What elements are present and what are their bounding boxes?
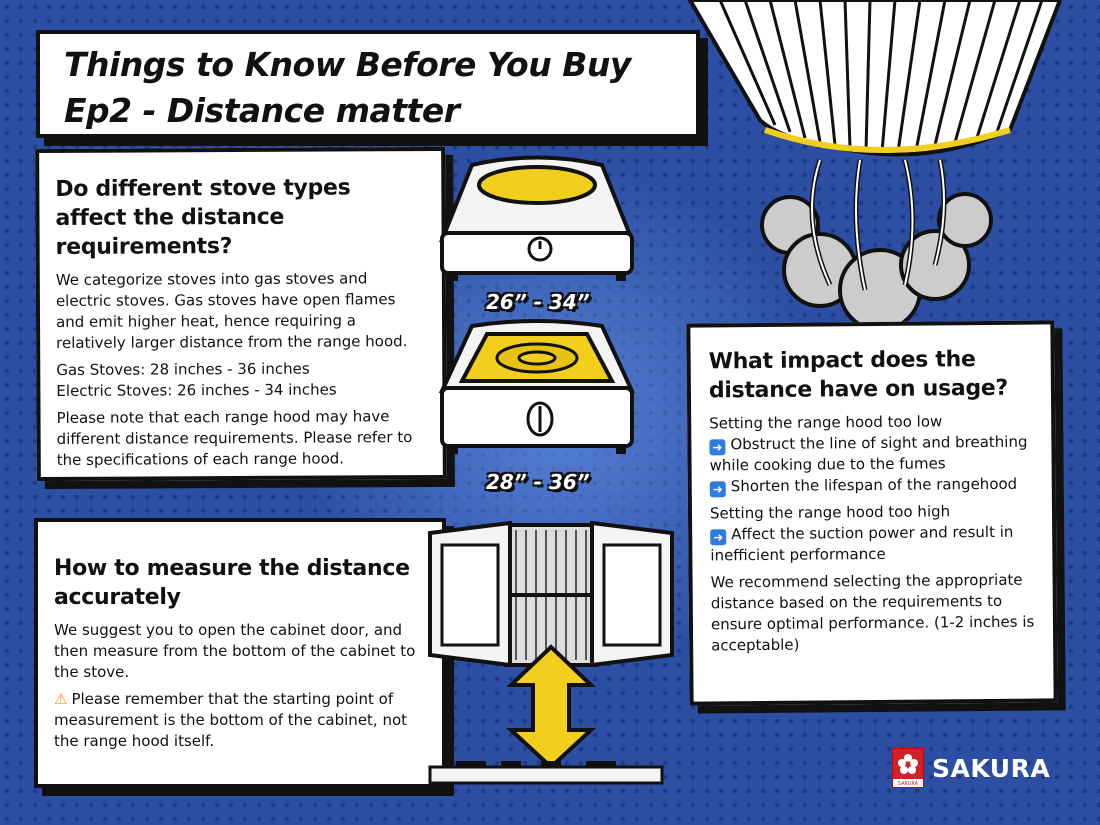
measure-heading: How to measure the distance accurately xyxy=(54,556,410,610)
electric-stove-distance: Electric Stoves: 26 inches - 34 inches xyxy=(56,380,337,400)
electric-stove-illustration xyxy=(432,145,642,285)
stove-types-panel xyxy=(35,147,447,481)
too-low-label: Setting the range hood too low xyxy=(709,412,943,433)
impact-heading: What impact does the distance have on usage? xyxy=(708,347,1009,404)
right-arrow-icon: ➜ xyxy=(710,481,726,497)
sakura-logo xyxy=(892,748,1050,788)
too-high-label: Setting the range hood too high xyxy=(709,502,951,523)
page-title-line1: Things to Know Before You Buy xyxy=(64,45,631,84)
stove-types-paragraph: We categorize stoves into gas stoves and electric stoves. Gas stoves have open flames and emit higher heat, hence requiring a relatively larger distance from the range hood. xyxy=(55,269,408,352)
gas-stove-distance: Gas Stoves: 28 inches - 36 inches xyxy=(56,359,310,379)
stove-types-note: Please note that each range hood may have different distance requirements. Please refer to the specifications of each range hood. xyxy=(56,407,413,469)
low-effect-1: Obstruct the line of sight and breathing while cooking due to the fumes xyxy=(709,432,1028,475)
gas-distance-label: 28” - 36” xyxy=(486,470,590,494)
cabinet-measure-illustration xyxy=(426,515,676,795)
measure-paragraph: We suggest you to open the cabinet door, and then measure from the bottom of the cabinet to the stove. xyxy=(54,621,416,681)
range-hood-illustration xyxy=(680,0,1100,340)
page-title-line2: Ep2 - Distance matter xyxy=(64,91,460,130)
right-arrow-icon: ➜ xyxy=(709,439,725,455)
low-effect-2: Shorten the lifespan of the rangehood xyxy=(730,474,1018,496)
high-effect-1: Affect the suction power and result in inefficient performance xyxy=(710,522,1014,565)
measure-panel xyxy=(34,518,446,788)
title-box xyxy=(36,30,700,138)
sakura-logo-mark xyxy=(892,748,924,788)
impact-panel xyxy=(686,320,1057,705)
stove-types-heading: Do different stove types affect the distance requirements? xyxy=(55,175,351,260)
gas-stove-illustration xyxy=(432,316,642,466)
measure-warning-text: Please remember that the starting point of measurement is the bottom of the cabinet, not the range hood itself. xyxy=(54,690,408,750)
right-arrow-icon: ➜ xyxy=(710,529,726,545)
electric-distance-label: 26” - 34” xyxy=(486,290,590,314)
warning-icon: ⚠ xyxy=(54,690,68,708)
brand-name: SAKURA xyxy=(932,753,1051,783)
recommendation-text: We recommend selecting the appropriate distance based on the requirements to ensure optimal performance. (1-2 inches is acceptable) xyxy=(710,570,1035,655)
logo-mark-text: SAKURA xyxy=(897,781,919,787)
